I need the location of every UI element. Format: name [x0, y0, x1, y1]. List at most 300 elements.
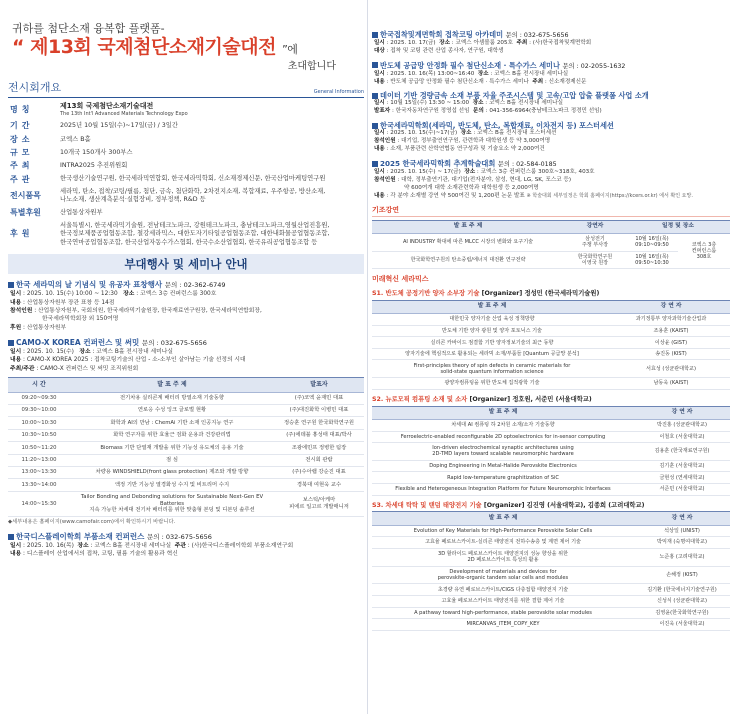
info-label-scale: 규모: [10, 148, 34, 158]
r4-line-attendees: 참석인원 : 대기업, 정부출연연구원, 관련학과 대학원생 등 약 3,000여명: [374, 138, 551, 145]
table-row: [372, 537, 730, 549]
cell-topic: 점 심: [70, 454, 274, 466]
r1-line-date: 일시 : 2025. 10. 17(금) 장소 : 코엑스 아셈볼룸 205호 주최 : (사)한국접착및계면학회: [374, 39, 592, 46]
r5-line-content: 내용 : 각 분야 소재별 강연 약 500여건 및 1,200편 논문 발표 ※ 학술대회 세부일정은 학회 홈페이지(https://kcers.or.kr) 에서 확인 요망.: [374, 192, 693, 199]
cell-place: [678, 233, 730, 269]
cell-place-line1: 코엑스 3층: [691, 241, 717, 248]
r3-contact-val: 041-356-6964(충남테크노파크 정경민 선임): [489, 108, 602, 115]
table-header-row: [372, 406, 730, 419]
keynote-heading: 기조강연: [372, 206, 730, 217]
cell-speaker: 김용훈 (한국재료연구원): [634, 443, 730, 461]
r2-line-content: 내용 : 반도체 공급망 안정화 필수 첨단신소재 · 특수가스 세미나 주최 : 신소재경제신문: [374, 78, 587, 85]
info-label-period: 기간: [10, 121, 34, 131]
event-display-name: 한국디스플레이학회 부품소재 컨퍼런스: [16, 532, 145, 541]
event-ceramic-day-name: 한국 세라믹의 날 기념식 및 유공자 표창행사: [16, 280, 163, 290]
r5-content-note: ※ 학술대회 세부일정은 학회 홈페이지(https://kcers.or.kr) 에서 확인 요망.: [526, 192, 693, 199]
cell-topic: A pathway toward high-performance, stable perovskite solar modules: [372, 607, 634, 619]
cell-topic: 고효율 페로브스카이트-실리콘 태양전지 전하수송층 및 계면 제어 기술: [372, 537, 634, 549]
table-row: [372, 314, 730, 326]
events-band: 부대행사 및 세미나 안내: [8, 254, 364, 274]
event-conference-contact: 문의 : 02-584-0185: [497, 161, 557, 169]
table-row: [8, 491, 364, 517]
cell-topic: 실리콘 카바이드 점결함 기반 양자정보기술의 최근 동향: [372, 337, 612, 349]
header-title: [8, 36, 364, 61]
cell-topic: 화학과 AI의 만남 : ChemAi 기반 소재 인공지능 연구: [70, 417, 274, 429]
table-row: [372, 360, 730, 378]
cell-topic: 초경량 유연 페로브스카이트/CIGS 다층접합 태양전지 기술: [372, 584, 634, 596]
event-conference-title: [372, 159, 730, 169]
cell-speaker: 남동욱 (KAIST): [612, 378, 730, 390]
table-row: [372, 619, 730, 631]
ev3-date-key: 일시: [10, 542, 22, 549]
cell-topic: [70, 491, 274, 517]
info-label-organizer: 주관: [10, 174, 34, 184]
ev2-date-val: 2025. 10. 15(수): [26, 348, 74, 355]
event-ceramic-day-contact: 문의 : 02-362-6749: [164, 281, 226, 290]
cell-speaker: (주)에데블 홍성태 대표/박사: [274, 429, 364, 441]
r5-line-attendees2: 약 600여개 대학 소재관련학과 대학원생 등 2,000여명: [404, 184, 539, 191]
event-display-title: [8, 532, 364, 542]
cell-topic: Evolution of Key Materials for High-Performance Perovskite Solar Cells: [372, 525, 634, 537]
cell-speaker: 김기훈 (서울대학교): [634, 460, 730, 472]
event-conference-name: 2025 한국세라믹학회 추계학술대회: [380, 159, 496, 169]
cell-speaker: 금현성 (연세대학교): [634, 472, 730, 484]
event-poster-name: 한국세라믹학회(세라믹, 반도체, 탄소, 복합재료, 이차전지 등) 포스터세션: [380, 121, 614, 131]
square-bullet-icon: [372, 93, 378, 99]
ev2-line-host: 주최/주관 : CAMO-X 컨퍼런스 및 써밋 조직위원회: [10, 365, 139, 372]
cell-speaker: 손해정 (KIST): [634, 566, 730, 584]
cell-speaker: 박익재 (숙명여대학교): [634, 537, 730, 549]
cell-time: 13:30~14:00: [8, 479, 70, 491]
square-bullet-icon: [372, 62, 378, 68]
event-semi-title: [372, 61, 730, 71]
info-name-ko: 제13회 국제첨단소재기술대전: [60, 102, 154, 110]
table-row: [8, 429, 364, 441]
r4-content-key: 내용: [374, 146, 385, 153]
r4-att-key: 참석인원: [374, 138, 396, 145]
square-bullet-icon: [8, 340, 14, 346]
r1-date-val: 2025. 10. 17(금): [390, 39, 436, 46]
table-header-row: [372, 300, 730, 313]
cell-topic: Ferroelectric-enabled reconfigurable 2D optoelectronics for in-sensor computing: [372, 431, 634, 443]
cell-topic: 대한민국 양자기술 산업 육성 정책방향: [372, 314, 612, 326]
cell-speaker: 박진홍 (성균관대학교): [634, 419, 730, 431]
ev1-venue-val: 코엑스 3층 컨퍼런스룸 300호: [140, 291, 217, 298]
info-items-line2: 나노소재, 생산계측분석·실험장비, 정부정책, R&D 등: [60, 196, 206, 204]
col-speaker: 강 연 자: [634, 406, 730, 419]
cell-topic: MIRCANVAS_ITEM_COPY_KEY: [372, 619, 634, 631]
cell-place-line3: 308호: [696, 254, 712, 261]
event-ceramic-day-title: [8, 280, 364, 290]
table-row: [372, 431, 730, 443]
r3-line-speaker: 발표자 : 한국자동차연구원 정영섭 선임 문의 : 041-356-6964(충남테크노파크 정경민 선임): [374, 108, 602, 115]
ev1-line-date: 일시 : 2025. 10. 15(수) 10:00 ~ 12:30 장소 : 코엑스 3층 컨퍼런스룸 300호: [10, 291, 217, 298]
r1-target-key: 대상: [374, 47, 385, 54]
r4-date-key: 일시: [374, 130, 385, 137]
overview-heading-ko: 전시회개요: [8, 81, 62, 95]
col-speaker: 강 연 자: [612, 300, 730, 313]
r4-line-date: 일시 : 2025. 10. 15(수)~17(금) 장소 : 코엑스 B홀 전시장내 포스터세션: [374, 130, 557, 137]
ev1-att-val: 산업통상자원부, 국회의원, 한국세라믹기술원장, 한국재료연구원장, 한국세라믹연합회장,: [38, 308, 262, 315]
table-row: [372, 325, 730, 337]
cell-speaker-line2: 피에르 일고르 개발매니저: [289, 504, 349, 511]
col-speaker: 발표자: [274, 378, 364, 393]
cell-speaker: 이상윤 (GIST): [612, 337, 730, 349]
ev2-venue-val: 코엑스 B홀 전시장내 세미나실: [96, 348, 173, 355]
cell-time: 14:00~15:30: [8, 491, 70, 517]
r1-host-key: 주최: [516, 39, 528, 46]
cell-speaker: [564, 233, 626, 251]
table-row: [372, 566, 730, 584]
cell-when-line1: 10월 16일(목): [635, 253, 669, 260]
ev3-line-date: 일시 : 2025. 10. 16(목) 장소 : 코엑스 B홀 전시장내 세미나실 주관 : (사)한국디스플레이학회 부품소재연구회: [10, 542, 294, 549]
cell-speaker: 석상일 (UNIST): [634, 525, 730, 537]
cell-topic: 전기차용 실리콘계 배터리 방열소재 기술동향: [70, 392, 274, 404]
r1-line-target: 대상 : 접착 및 코팅 관련 산업 종사자, 연구원, 대학생: [374, 47, 504, 54]
table-row: [372, 460, 730, 472]
ev3-venue-key: 장소: [77, 542, 89, 549]
cell-speaker: (주)코엑 윤재민 대표: [274, 392, 364, 404]
table-row: [372, 595, 730, 607]
header-subtitle: 귀하를 첨단소재 융복합 플랫폼-: [12, 22, 165, 35]
info-items-line1: 세라믹, 탄소, 접착/코팅/필름, 첨단, 금속, 첨단화학, 2차전지소재, 복합재료, 우주항공, 방산소재,: [60, 187, 326, 195]
ev1-sponsor-key: 후원: [10, 324, 22, 331]
square-bullet-icon: [8, 282, 14, 288]
square-bullet-icon: [8, 534, 14, 540]
r3-date-val: 10월 15일(수) 13:30 ~ 15:00: [390, 100, 470, 107]
r5-venue-val: 코엑스 3층 컨퍼런스룸 300호~318호, 403호: [480, 169, 595, 176]
r3-line-date: 일시 : 10월 15일(수) 13:30 ~ 15:00 장소 : 코엑스 B홀 전시장내 세미나실: [374, 100, 563, 107]
cell-time: 10:30~10:50: [8, 429, 70, 441]
cell-when: [626, 233, 678, 251]
r1-date-key: 일시: [374, 39, 385, 46]
ev1-venue-key: 장소: [123, 291, 135, 298]
ev3-org-key: 주관: [174, 542, 186, 549]
title-main: 제13회 국제첨단소재기술대전: [30, 35, 276, 58]
s2-heading: [372, 396, 730, 404]
ev1-line-content: 내용 : 산업통상자원부 장관 표창 등 14점: [10, 299, 115, 306]
cell-speaker: 김영윤(한국화학연구원): [634, 607, 730, 619]
table-header-row: [8, 378, 364, 393]
ev2-date-key: 일시: [10, 348, 22, 355]
ev2-line-date: 일시 : 2025. 10. 15(수) 장소 : 코엑스 B홀 전시장내 세미나실: [10, 348, 173, 355]
cell-topic-line2: solid-state quantum information science: [440, 368, 544, 375]
r2-content-key: 내용: [374, 78, 385, 85]
ev2-content-val: CAMO-X KOREA 2025 : 접착코팅기술의 산업 - 소-소부인 살아남는 기술 선정의 시대: [26, 357, 246, 364]
table-row: [8, 442, 364, 454]
ev2-content-key: 내용: [10, 357, 22, 364]
r1-host-val: (사)한국접착및계면학회: [532, 39, 592, 46]
table-row: [8, 479, 364, 491]
s3-table: [372, 511, 730, 630]
r1-target-val: 접착 및 코팅 관련 산업 종사자, 연구원, 대학생: [390, 47, 504, 54]
cell-topic: 고효율 페로브스카이트 태양전지를 위한 결함 제어 기술: [372, 595, 634, 607]
info-value-period: 2025년 10월 15일(수)~17일(금) / 3일간: [60, 122, 178, 130]
overview-heading: [8, 81, 364, 98]
s2-table: [372, 406, 730, 496]
info-sponsor-line3: 한국연마공업협동조합, 한국산업자동수가스협회, 한국수소산업협회, 한국유리공업협동조합 등: [60, 238, 318, 246]
r2-venue-key: 장소: [477, 70, 489, 77]
header-closing: 초대합니다: [287, 60, 336, 72]
cell-time: 11:20~13:00: [8, 454, 70, 466]
r5-att-key: 참석인원: [374, 176, 396, 183]
cell-speaker: 이진욱 (서울대학교): [634, 619, 730, 631]
r5-date-key: 일시: [374, 169, 385, 176]
ev1-date-key: 일시: [10, 291, 22, 298]
ev1-line-attendees: 참석인원 : 산업통상자원부, 국회의원, 한국세라믹기술원장, 한국재료연구원장, 한국세라믹연합회장,: [10, 308, 262, 315]
r1-venue-val: 코엑스 아셈볼룸 205호: [455, 39, 513, 46]
table-row: [372, 419, 730, 431]
cell-topic: 연로응 수성 잉크 글로벌 현황: [70, 405, 274, 417]
cell-speaker: 이철호 (서울대학교): [634, 431, 730, 443]
r5-date-val: 2025. 10. 15(수) ~ 17(금): [390, 169, 461, 176]
cell-topic: AI INDUSTRY 확대에 따른 MLCC 시장의 변화와 요구기술: [372, 233, 564, 251]
table-row: [372, 472, 730, 484]
info-label-host: 주최: [10, 161, 34, 171]
cell-topic-line1: First-principles theory of spin defects in ceramic materials for: [413, 362, 571, 369]
table-row: [372, 584, 730, 596]
cell-speaker: 정승훈 연구원 한국화학연구원: [274, 417, 364, 429]
table-row: [8, 417, 364, 429]
table-header-row: [372, 512, 730, 525]
cell-topic: 한국화학연구원의 탄소중립/에너지 대전환 연구전략: [372, 251, 564, 269]
camox-note: ◆세부내용은 홈페이지(www.camofair.com)에서 확인하시기 바랍니다.: [8, 519, 176, 526]
cell-topic: 차량용 WINDSHIELD(front glass protection) 제조와 개발 방향: [70, 467, 274, 479]
r5-content-key: 내용: [374, 192, 385, 199]
s3-title: S3. 차세대 탁탁 및 탠덤 태양전지 기술: [372, 501, 482, 509]
ev3-venue-val: 코엑스 B홀 전시장내 세미나실: [94, 542, 172, 549]
cell-speaker-line2: 주쟁 부사장: [581, 242, 609, 249]
cell-topic: 광양자컴퓨팅을 위한 반도체 집적광학 기술: [372, 378, 612, 390]
ev1-date-val: 2025. 10. 15(수) 10:00 ~ 12:30: [26, 291, 118, 298]
event-semi-contact: 문의 : 02-2055-1632: [562, 62, 626, 70]
info-value-venue: 코엑스 B홀: [60, 135, 91, 143]
cell-topic: [372, 566, 634, 584]
cell-topic-line2: 지속 가능한 차세대 전기차 배터리를 위한 맞춤형 본딩 및 디본딩 솔루션: [89, 507, 255, 514]
event-display-contact: 문의 : 032-675-5656: [147, 533, 212, 541]
r4-date-val: 2025. 10. 15(수)~17(금): [390, 130, 458, 137]
ev2-host-val: CAMO-X 컨퍼런스 및 써밋 조직위원회: [40, 365, 139, 372]
r2-content-val: 반도체 공급망 안정화 필수 첨단신소재 · 특수가스 세미나: [390, 78, 529, 85]
r2-date-key: 일시: [374, 70, 385, 77]
cell-topic-line1: Tailor Bonding and Debonding solutions for Sustainable Next-Gen EV Batteries: [80, 494, 264, 507]
cell-topic-line2: 2D 페로브스카이트 특성의 활용: [467, 557, 539, 564]
info-value-sponsor: [60, 222, 364, 248]
r3-venue-val: 코엑스 B홀 전시장내 세미나실: [488, 100, 563, 107]
square-bullet-icon: [372, 123, 378, 129]
cell-when-line2: 09:10~09:50: [635, 242, 669, 249]
square-bullet-icon: [372, 32, 378, 38]
overview-heading-en: General Information: [313, 88, 364, 95]
s2-title: S2. 뉴로모픽 컴퓨팅 소재 및 소자: [372, 395, 468, 403]
event-semi-name: 반도체 공급망 안정화 필수 첨단신소재 · 특수가스 세미나: [380, 60, 560, 70]
info-sponsor-line2: 한국정보제품공업협동조합, 철강세라믹스, 대한도자기타일공업협동조합, 대한내화물공업협동조합,: [60, 230, 330, 238]
ev1-line-sponsor: 후원 : 산업통상자원부: [10, 324, 67, 331]
cell-speaker: (주)대진화학 이병민 대표: [274, 405, 364, 417]
square-bullet-icon: [372, 161, 378, 167]
cell-topic: [372, 548, 634, 566]
info-sponsor-line1: 서울특별시, 한국세라믹기술원, 전남테크노파크, 강원테크노파크, 충남테크노파크,영월산업진흥원,: [60, 221, 330, 229]
table-row: [372, 607, 730, 619]
cell-speaker-line1: 삼성전기: [585, 235, 605, 242]
r3-speaker-val: 한국자동차연구원 정영섭 선임: [395, 108, 470, 115]
cell-topic: 양자기술에 핵심적으로 활용되는 세라믹 소재/부품들 [Quantum 공급망 분석]: [372, 348, 612, 360]
col-time: 시 간: [8, 378, 70, 393]
ev3-content-val: 디스플레이 산업에서의 접착, 코팅, 필름 기술의 활용과 혁신: [26, 551, 178, 558]
cell-when-line2: 09:50~10:30: [635, 259, 669, 266]
ev1-content-val: 산업통상자원부 장관 표창 등 14점: [26, 299, 115, 306]
ev2-line-content: 내용 : CAMO-X KOREA 2025 : 접착코팅기술의 산업 - 소-소부인 살아남는 기술 선정의 시대: [10, 357, 246, 364]
camox-schedule-table: [8, 377, 364, 517]
table-row: [372, 484, 730, 496]
r3-date-key: 일시: [374, 100, 385, 107]
cell-speaker: (주)수아랩 강순진 대표: [274, 467, 364, 479]
r4-venue-key: 장소: [460, 130, 472, 137]
overview-info: [8, 102, 364, 247]
info-value-name: [60, 102, 364, 118]
r2-host-key: 주최: [532, 78, 544, 85]
ev1-att-key: 참석인원: [10, 308, 33, 315]
cell-speaker: 서효성 (성균관대학교): [612, 360, 730, 378]
s1-heading: [372, 290, 730, 298]
table-row: [372, 233, 730, 251]
cell-topic: Flexible and Heterogeneous Integration Platform for Future Neuromorphic Interfaces: [372, 484, 634, 496]
cell-place-line2: 컨퍼런스룸: [691, 247, 717, 254]
s1-title: S1. 반도체 공정기반 양자 소부장 기술: [372, 290, 480, 298]
title-prefix: “: [12, 35, 24, 58]
r2-date-val: 2025. 10. 16(목) 13:00~16:40: [390, 70, 475, 77]
r5-content-val: 각 분야 소재별 강연 약 500여건 및 1,200편 논문 발표: [390, 192, 525, 199]
cell-topic: Biomass 기반 단열재 개발을 위한 기능성 유도체의 응용 기술: [70, 442, 274, 454]
keynote-table: [372, 220, 730, 270]
title-suffix: ”에: [282, 42, 298, 56]
cell-speaker: [564, 251, 626, 269]
info-value-items: [60, 188, 364, 205]
event-poster-title: [372, 121, 730, 130]
ev1-line-attendees2: 한국세라믹학회장 외 150여명: [42, 316, 119, 323]
s3-heading: [372, 502, 730, 510]
ev2-host-key: 주최/주관: [10, 365, 35, 372]
cell-topic: 차세대 AI 컴퓨팅 하 2차원 소재/소자 기술동향: [372, 419, 634, 431]
info-value-host: INTRA2025 추진위원회: [60, 162, 128, 170]
cell-speaker: [274, 491, 364, 517]
cell-speaker: 김기환 (한국에너지기술연구원): [634, 584, 730, 596]
table-row: [8, 405, 364, 417]
table-row: [8, 467, 364, 479]
r4-content-val: 소재, 부품관련 산학연협동 연구성과 및 기술요소 약 2,000여건: [390, 146, 545, 153]
r1-venue-key: 장소: [439, 39, 450, 46]
cell-speaker: 신성식 (성균관대학교): [634, 595, 730, 607]
cell-when-line1: 10월 16일(목): [635, 235, 669, 242]
event-academy-name: 한국접착및계면학회 접착코팅 아카데미: [380, 30, 504, 39]
col-when: 일정 및 장소: [626, 220, 730, 233]
table-row: [372, 337, 730, 349]
info-label-special-sponsor: 특별후원: [10, 208, 41, 218]
cell-speaker: 과기정통부 양자과학기술산업과: [612, 314, 730, 326]
r4-att-val: 대기업, 정부출연연구원, 관련학과 대학원생 등 약 3,000여명: [401, 138, 551, 145]
info-value-organizer: 한국생산기술연구원, 한국세라믹연합회, 한국세라믹학회, 신소재경제신문, 한국산업마케팅연구원: [60, 175, 326, 183]
table-row: [8, 454, 364, 466]
event-camox-contact: 문의 : 032-675-5656: [141, 339, 207, 348]
event-camox-name: CAMO-X KOREA 컨퍼런스 및 써밋: [16, 338, 140, 348]
cell-topic: 반도체 기반 양자 광원 및 양자 포토닉스 기술: [372, 325, 612, 337]
col-speaker: 강연자: [564, 220, 626, 233]
info-value-scale: 10개국 150개사 300부스: [60, 148, 133, 156]
table-header-row: [372, 220, 730, 233]
cell-time: 09:20~09:30: [8, 392, 70, 404]
col-speaker: 강 연 자: [634, 512, 730, 525]
cell-when: [626, 251, 678, 269]
r2-host-val: 신소재경제신문: [548, 78, 587, 85]
r4-venue-val: 코엑스 B홀 전시장내 포스터세션: [477, 130, 557, 137]
r5-line-date: 일시 : 2025. 10. 15(수) ~ 17(금) 장소 : 코엑스 3층 컨퍼런스룸 300호~318호, 403호: [374, 169, 595, 176]
s2-org: [Organizer] 정호원, 서준민 (서울대학교): [469, 395, 592, 403]
info-label-venue: 장소: [10, 134, 34, 144]
col-topic: 발 표 주 제: [372, 512, 634, 525]
event-camox-title: [8, 338, 364, 348]
col-topic: 발 표 주 제: [372, 220, 564, 233]
r5-venue-key: 장소: [464, 169, 476, 176]
cell-speaker: 조광에민프 정병한 팀장: [274, 442, 364, 454]
info-name-en: The 13th Int'l Advanced Materials Technology Expo: [60, 111, 188, 118]
cell-topic: Rapid low-temperature graphitization of SiC: [372, 472, 634, 484]
table-row: [8, 392, 364, 404]
event-academy-title: [372, 30, 730, 40]
future-heading: 미래혁신 세라믹스: [372, 275, 429, 284]
ev3-line-content: 내용 : 디스플레이 산업에서의 접착, 코팅, 필름 기술의 활용과 혁신: [10, 551, 178, 558]
cell-topic-line1: Development of materials and devices for: [449, 568, 557, 575]
s1-table: [372, 300, 730, 390]
cell-topic: [372, 443, 634, 461]
table-row: [372, 443, 730, 461]
info-value-special-sponsor: 산업통상자원부: [60, 209, 103, 217]
col-topic: 발 표 주 제: [372, 406, 634, 419]
cell-speaker-line2: 이영국 원장: [581, 259, 609, 266]
cell-speaker-line1: 한국화학연구원: [577, 253, 613, 260]
event-metal-name: 데이터 기반 경량금속 소재 부품 자율 주조시스템 및 고속/고압 압출 플랫폼 사업 소개: [380, 91, 649, 101]
info-label-sponsor: 후원: [10, 229, 34, 239]
r3-speaker-key: 발표자: [374, 108, 391, 115]
left-column: [8, 0, 364, 714]
cell-topic-line2: perovskite-organic tandem solar cells and modules: [437, 575, 569, 582]
event-academy-contact: 문의 : 032-675-5656: [505, 32, 569, 39]
r2-line-date: 일시 : 2025. 10. 16(목) 13:00~16:40 장소 : 코엑스 B홀 전시장내 세미나실: [374, 70, 569, 77]
cell-speaker: 경북대 여현욱 교수: [274, 479, 364, 491]
s3-org: [Organizer] 김진영 (서울대학교), 김종희 (고려대학교): [483, 501, 645, 509]
column-divider: [367, 0, 368, 714]
r5-line-attendees: 참석인원 : 대학, 정부출연기관, 대기업(전자분야, 삼성, 현대, LG, SK, 포스코 등): [374, 176, 572, 183]
ev1-sponsor-val: 산업통상자원부: [26, 324, 67, 331]
ev3-org-val: (사)한국디스플레이학회 부품소재연구회: [191, 542, 294, 549]
cell-speaker: 노준홍 (고려대학교): [634, 548, 730, 566]
cell-speaker: 조용훈 (KAIST): [612, 325, 730, 337]
table-row: [372, 348, 730, 360]
table-row: [372, 378, 730, 390]
ev3-date-val: 2025. 10. 16(목): [26, 542, 74, 549]
r3-venue-key: 장소: [472, 100, 484, 107]
s1-org: [Organizer] 정성민 (한국세라믹기술원): [481, 290, 600, 298]
table-row: [372, 548, 730, 566]
cell-topic: 액정 기반 기능성 열경화성 수지 및 비트리머 수지: [70, 479, 274, 491]
table-row: [372, 251, 730, 269]
r5-att-val: 대학, 정부출연기관, 대기업(전자분야, 삼성, 현대, LG, SK, 포스코 등): [401, 176, 572, 183]
info-label-items: 전시품목: [10, 191, 41, 201]
col-topic: 발 표 주 제: [70, 378, 274, 393]
info-label-name: 명칭: [10, 105, 34, 115]
cell-topic: 화학 연구자를 위한 효율근 검화 운용과 건강관리법: [70, 429, 274, 441]
cell-topic-line1: 3D 할라이드 페로브스카이트 태양전지의 성능 향상을 위한: [437, 551, 569, 558]
ev3-content-key: 내용: [10, 551, 22, 558]
